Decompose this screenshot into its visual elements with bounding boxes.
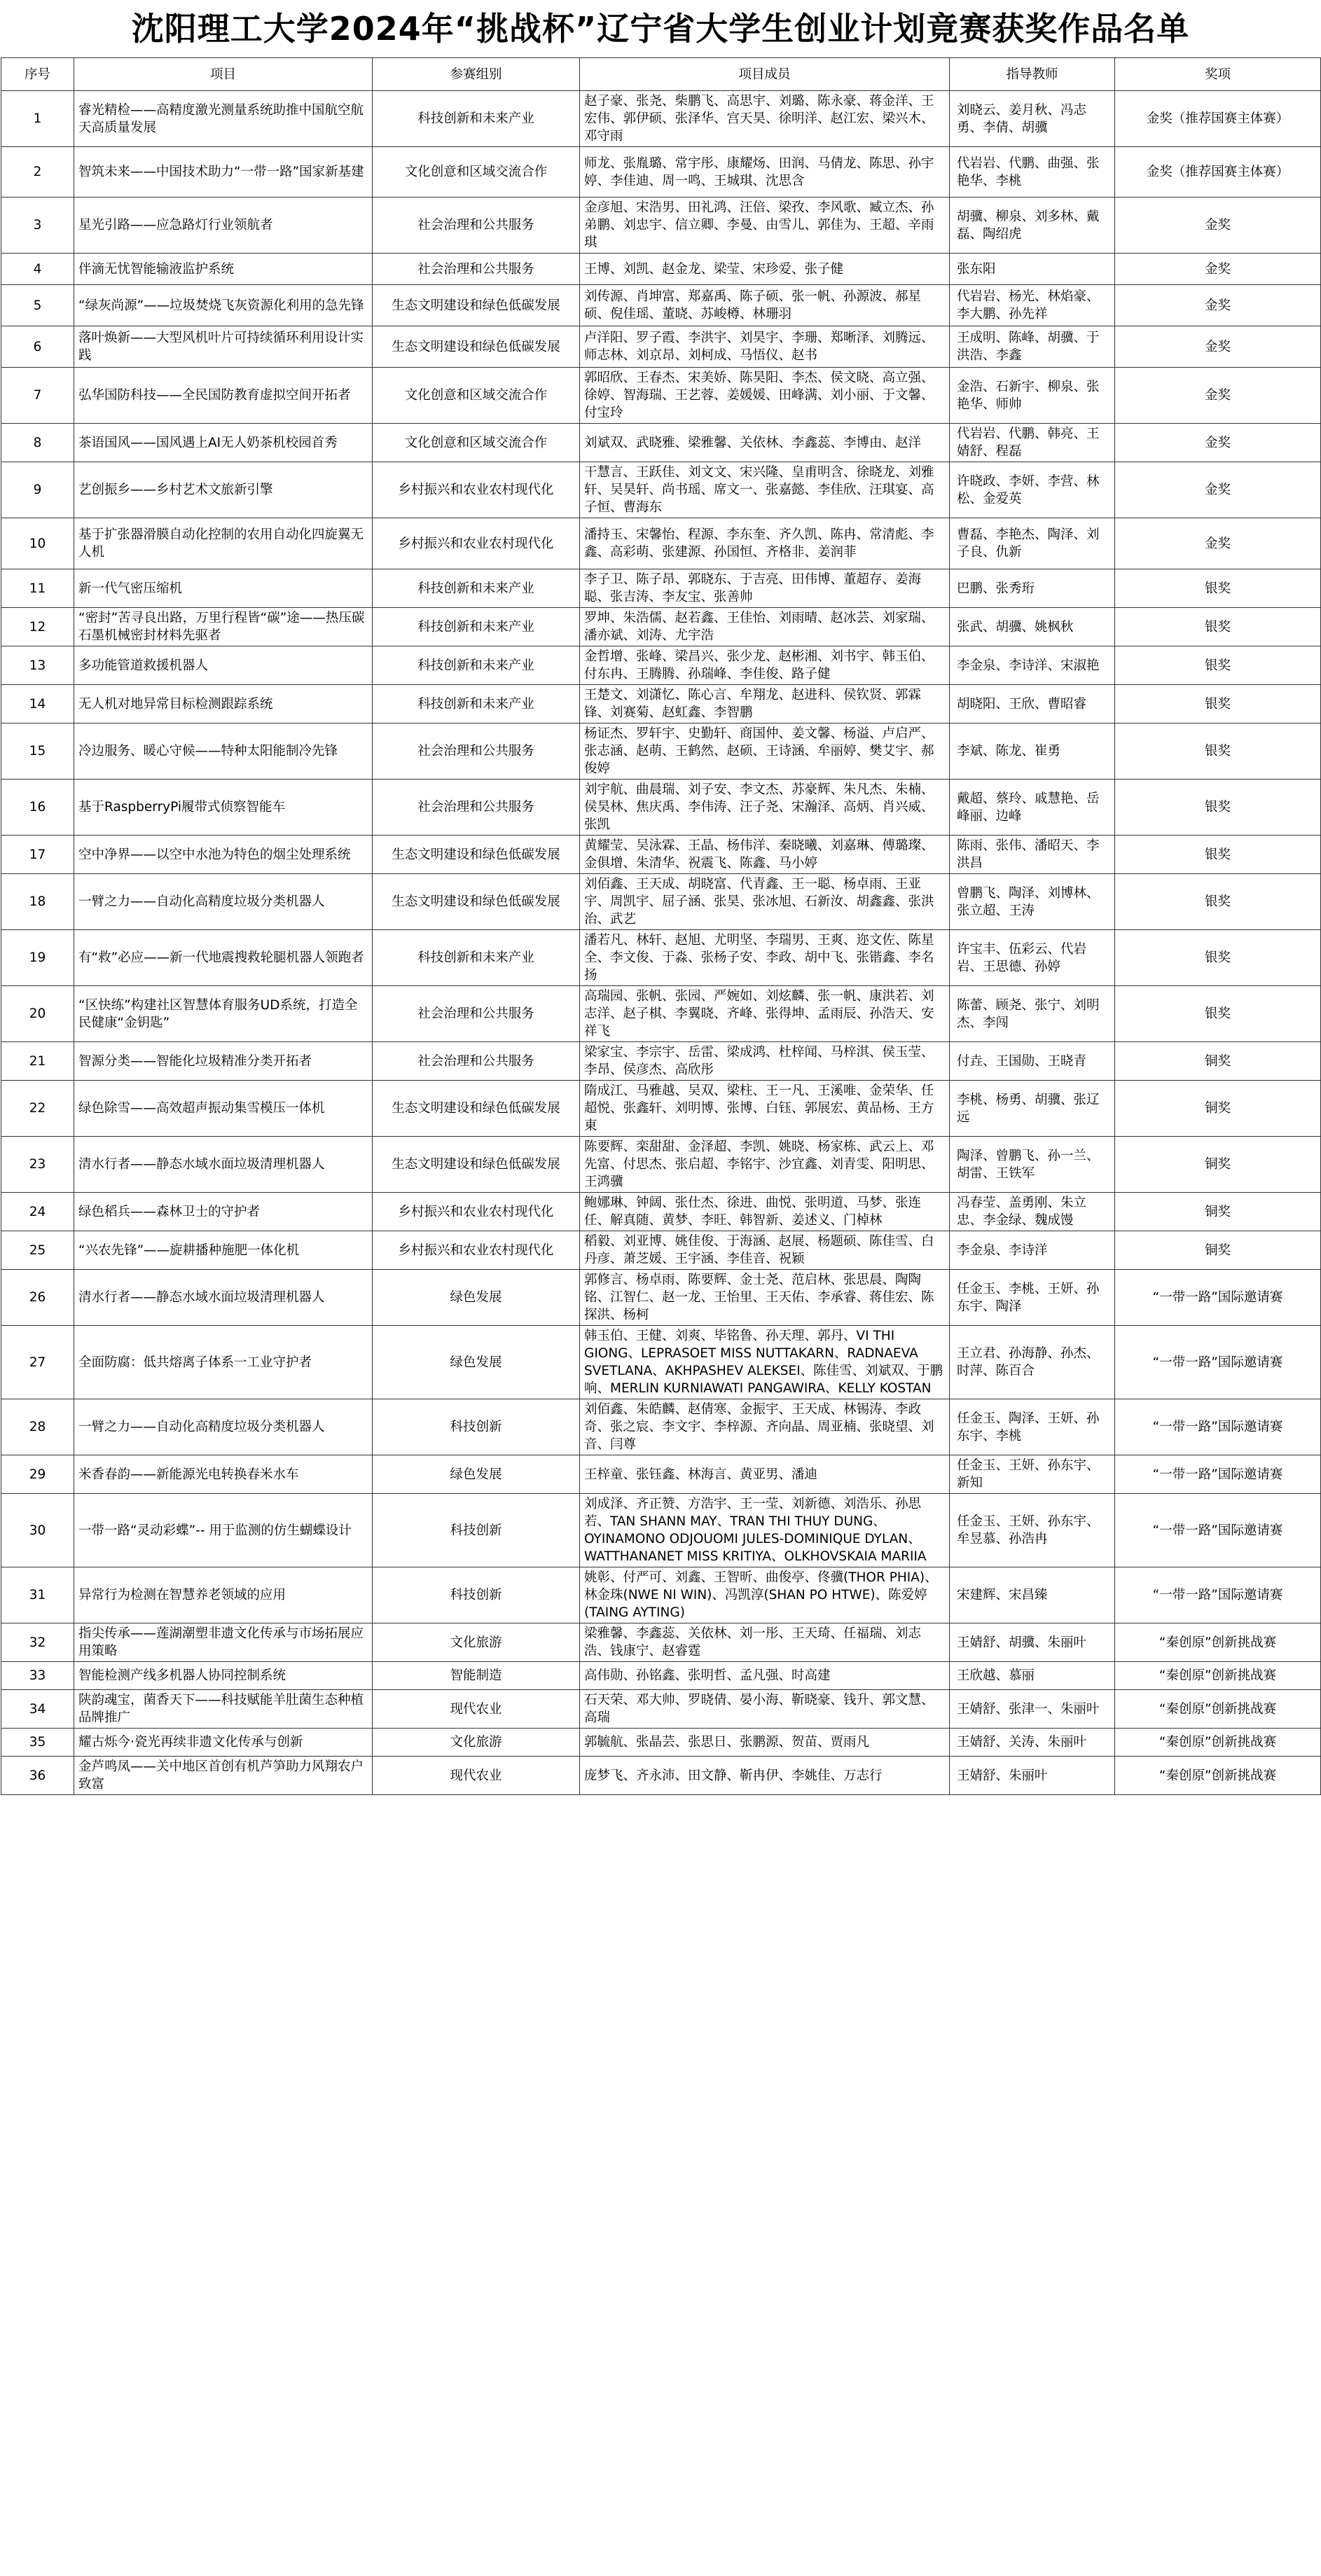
award: 银奖 (1115, 646, 1321, 685)
table-row (1, 254, 1321, 285)
project-members: 韩玉伯、王健、刘爽、毕铭鲁、孙天理、郭丹、VI THI GIONG、LEPRASOET MISS NUTTAKARN、RADNAEVA SVETLANA、AKHPASHEV ALEKSEI、陈佳雪、刘斌双、于鹏响、MERLIN KURNIAWATI PANGAWIRA、KELLY KOSTAN (580, 1326, 950, 1399)
project-name: “兴农先锋”——旋耕播种施肥一体化机 (74, 1231, 373, 1270)
table-header-row (1, 58, 1321, 91)
advisors: 代岩岩、杨光、林焰豪、李大鹏、孙先祥 (950, 285, 1115, 326)
advisors: 陶泽、曾鹏飞、孙一兰、胡雷、王铁军 (950, 1137, 1115, 1193)
table-row (1, 569, 1321, 608)
project-name: 基于扩张器滑膜自动化控制的农用自动化四旋翼无人机 (74, 518, 373, 569)
project-name: 智能检测产线多机器人协同控制系统 (74, 1662, 373, 1690)
table-row (1, 462, 1321, 518)
advisors: 付垚、王国勋、王晓青 (950, 1042, 1115, 1081)
award: “秦创原”创新挑战赛 (1115, 1662, 1321, 1690)
project-members: 赵子豪、张尧、柴鹏飞、高思宇、刘璐、陈永豪、蒋金洋、王宏伟、郭伊硕、张泽华、宫天昊、徐明洋、赵江宏、梁兴木、邓守雨 (580, 91, 950, 147)
competition-group: 乡村振兴和农业农村现代化 (373, 462, 580, 518)
table-row (1, 685, 1321, 723)
project-members: 干慧言、王跃佳、刘文文、宋兴隆、皇甫明含、徐晓龙、刘雅轩、吴昊轩、尚书瑶、席文一、张嘉懿、李佳欣、汪琪宴、高子恒、曹海东 (580, 462, 950, 518)
project-name: 一臂之力——自动化高精度垃圾分类机器人 (74, 1399, 373, 1455)
competition-group: 乡村振兴和农业农村现代化 (373, 1193, 580, 1231)
competition-group: 社会治理和公共服务 (373, 198, 580, 254)
project-members: 郭毓航、张晶芸、张思日、张鹏源、贺苗、贾雨凡 (580, 1729, 950, 1757)
competition-group: 社会治理和公共服务 (373, 1042, 580, 1081)
project-members: 稻毅、刘亚博、姚佳俊、于海涵、赵展、杨题硕、陈佳雪、白丹彦、萧芝媛、王宇涵、李佳音、祝颖 (580, 1231, 950, 1270)
row-index: 18 (1, 874, 74, 930)
project-members: 姚彰、付严可、刘鑫、王智昕、曲俊亭、佟骥(THOR PHIA)、林金珠(NWE NI WIN)、冯凯淳(SHAN PO HTWE)、陈爱婷(TAING AYTING) (580, 1567, 950, 1623)
header-project: 项目 (74, 58, 373, 91)
project-members: 金哲增、张峰、梁昌兴、张少龙、赵彬湘、刘书宇、韩玉伯、付东冉、王腾腾、孙瑞峰、李佳俊、路子健 (580, 646, 950, 685)
competition-group: 现代农业 (373, 1757, 580, 1795)
competition-group: 生态文明建设和绿色低碳发展 (373, 1137, 580, 1193)
advisors: 冯春莹、盖勇刚、朱立忠、李金绿、魏成馒 (950, 1193, 1115, 1231)
competition-group: 乡村振兴和农业农村现代化 (373, 518, 580, 569)
row-index: 1 (1, 91, 74, 147)
award: 金奖 (1115, 285, 1321, 326)
table-row (1, 1567, 1321, 1623)
competition-group: 生态文明建设和绿色低碳发展 (373, 874, 580, 930)
award: 铜奖 (1115, 1231, 1321, 1270)
project-members: 高伟勋、孙铭鑫、张明哲、孟凡强、时高建 (580, 1662, 950, 1690)
competition-group: 社会治理和公共服务 (373, 780, 580, 836)
row-index: 6 (1, 326, 74, 368)
project-name: 基于RaspberryPi履带式侦察智能车 (74, 780, 373, 836)
competition-group: 科技创新和未来产业 (373, 569, 580, 608)
project-name: 全面防腐：低共熔离子体系一工业守护者 (74, 1326, 373, 1399)
project-members: 潘若凡、林轩、赵旭、尤明坚、李瑞男、王爽、迩文佐、陈星全、李文俊、于淼、张杨子安、李政、胡中飞、张锴鑫、李名扬 (580, 930, 950, 986)
row-index: 10 (1, 518, 74, 569)
competition-group: 社会治理和公共服务 (373, 723, 580, 780)
row-index: 36 (1, 1757, 74, 1795)
table-row (1, 198, 1321, 254)
project-name: 一带一路“灵动彩蝶”-- 用于监测的仿生蝴蝶设计 (74, 1494, 373, 1567)
row-index: 27 (1, 1326, 74, 1399)
award: “秦创原”创新挑战赛 (1115, 1690, 1321, 1729)
table-row (1, 780, 1321, 836)
advisors: 刘晓云、姜月秋、冯志勇、李倩、胡骥 (950, 91, 1115, 147)
table-row (1, 874, 1321, 930)
row-index: 9 (1, 462, 74, 518)
award: 银奖 (1115, 874, 1321, 930)
competition-group: 现代农业 (373, 1690, 580, 1729)
award: 金奖 (1115, 326, 1321, 368)
award: 银奖 (1115, 780, 1321, 836)
competition-group: 生态文明建设和绿色低碳发展 (373, 1081, 580, 1137)
project-name: 睿光精检——高精度激光测量系统助推中国航空航天高质量发展 (74, 91, 373, 147)
awards-table (1, 57, 1321, 1795)
project-name: 智筑未来——中国技术助力“一带一路”国家新基建 (74, 147, 373, 198)
advisors: 李金泉、李诗洋 (950, 1231, 1115, 1270)
project-name: 陕韵魂宝，菌香天下——科技赋能羊肚菌生态种植品牌推广 (74, 1690, 373, 1729)
competition-group: 绿色发展 (373, 1326, 580, 1399)
row-index: 8 (1, 424, 74, 462)
award: 银奖 (1115, 986, 1321, 1042)
project-name: 绿色稻兵——森林卫士的守护者 (74, 1193, 373, 1231)
award: “一带一路”国际邀请赛 (1115, 1270, 1321, 1326)
award: 金奖（推荐国赛主体赛） (1115, 147, 1321, 198)
project-members: 王博、刘凯、赵金龙、梁莹、宋珍爱、张子健 (580, 254, 950, 285)
competition-group: 生态文明建设和绿色低碳发展 (373, 326, 580, 368)
project-members: 刘成泽、齐正赞、方浩宇、王一莹、刘新德、刘浩乐、孙思若、TAN SHANN MAY、TRAN THI THUY DUNG、OYINAMONO ODJOUOMI JULES-DOMINIQUE DYLAN、WATTHANANET MISS KRITIYA、OLKHOVSKAIA MARIIA (580, 1494, 950, 1567)
advisors: 曹磊、李艳杰、陶泽、刘子良、仇新 (950, 518, 1115, 569)
competition-group: 文化旅游 (373, 1623, 580, 1662)
award: “秦创原”创新挑战赛 (1115, 1729, 1321, 1757)
table-row (1, 91, 1321, 147)
award: 银奖 (1115, 569, 1321, 608)
project-members: 金彦旭、宋浩男、田礼鸿、汪倍、梁孜、李风歌、臧立杰、孙弟鹏、刘忠宇、信立卿、李曼、由雪儿、郭佳为、王超、辛雨琪 (580, 198, 950, 254)
row-index: 11 (1, 569, 74, 608)
project-name: 清水行者——静态水域水面垃圾清理机器人 (74, 1137, 373, 1193)
advisors: 李金泉、李诗洋、宋淑艳 (950, 646, 1115, 685)
project-name: 空中净界——以空中水池为特色的烟尘处理系统 (74, 836, 373, 874)
project-members: 郭昭欣、王春杰、宋美娇、陈昊阳、李杰、侯文晓、高立强、徐婷、智海瑞、王艺蓉、姜媛媛、田峰满、刘小丽、于文馨、付宝玲 (580, 368, 950, 424)
advisors: 巴鹏、张秀珩 (950, 569, 1115, 608)
project-members: 李子卫、陈子昂、郭晓东、于吉亮、田伟博、董超存、姜海聪、张吉涛、李友宝、张善帅 (580, 569, 950, 608)
advisors: 王立君、孙海静、孙杰、时萍、陈百合 (950, 1326, 1115, 1399)
row-index: 16 (1, 780, 74, 836)
advisors: 王婧舒、张津一、朱丽叶 (950, 1690, 1115, 1729)
advisors: 任金玉、陶泽、王妍、孙东宇、李桃 (950, 1399, 1115, 1455)
row-index: 32 (1, 1623, 74, 1662)
project-members: 王楚文、刘潇忆、陈心言、牟翔龙、赵进科、侯钦贤、郭霖锋、刘赛菊、赵虹鑫、李智鹏 (580, 685, 950, 723)
row-index: 15 (1, 723, 74, 780)
competition-group: 科技创新和未来产业 (373, 930, 580, 986)
table-row (1, 326, 1321, 368)
header-award: 奖项 (1115, 58, 1321, 91)
competition-group: 科技创新 (373, 1494, 580, 1567)
competition-group: 文化旅游 (373, 1729, 580, 1757)
competition-group: 生态文明建设和绿色低碳发展 (373, 836, 580, 874)
advisors: 王婧舒、关涛、朱丽叶 (950, 1729, 1115, 1757)
table-row (1, 1081, 1321, 1137)
table-row (1, 646, 1321, 685)
project-name: 智源分类——智能化垃圾精准分类开拓者 (74, 1042, 373, 1081)
competition-group: 科技创新和未来产业 (373, 608, 580, 646)
row-index: 19 (1, 930, 74, 986)
table-row (1, 1729, 1321, 1757)
competition-group: 社会治理和公共服务 (373, 986, 580, 1042)
project-members: 刘佰鑫、王天成、胡晓富、代青鑫、王一聪、杨卓雨、王亚宇、周凯宇、屈子涵、张昊、张冰旭、石新汝、胡鑫鑫、张洪治、武艺 (580, 874, 950, 930)
advisors: 陈雨、张伟、潘昭天、李洪昌 (950, 836, 1115, 874)
project-members: 潘持玉、宋馨怡、程源、李东奎、齐久凯、陈冉、常清彪、李鑫、高彩萌、张建源、孙国恒、齐格非、姜润菲 (580, 518, 950, 569)
project-name: 冷边服务、暖心守候——特种太阳能制冷先锋 (74, 723, 373, 780)
project-members: 隋成江、马雅越、吴双、梁柱、王一凡、王溪唯、金荣华、任超悦、张鑫轩、刘明博、张博、白钰、郭展宏、黄品杨、王方東 (580, 1081, 950, 1137)
project-members: 罗坤、朱浩儒、赵若鑫、王佳怡、刘雨晴、赵冰芸、刘家瑞、潘亦斌、刘涛、尤宇浩 (580, 608, 950, 646)
award: 金奖 (1115, 254, 1321, 285)
row-index: 24 (1, 1193, 74, 1231)
table-row (1, 930, 1321, 986)
table-row (1, 424, 1321, 462)
award: 铜奖 (1115, 1137, 1321, 1193)
project-name: 艺创振乡——乡村艺术文旅新引擎 (74, 462, 373, 518)
row-index: 12 (1, 608, 74, 646)
project-name: 伴滴无忧智能输液监护系统 (74, 254, 373, 285)
project-name: “区快练”构建社区智慧体育服务UD系统，打造全民健康“金钥匙” (74, 986, 373, 1042)
competition-group: 文化创意和区域交流合作 (373, 368, 580, 424)
row-index: 35 (1, 1729, 74, 1757)
advisors: 曾鹏飞、陶泽、刘博林、张立超、王涛 (950, 874, 1115, 930)
competition-group: 智能制造 (373, 1662, 580, 1690)
table-row (1, 1270, 1321, 1326)
row-index: 34 (1, 1690, 74, 1729)
row-index: 28 (1, 1399, 74, 1455)
advisors: 任金玉、李桃、王妍、孙东宇、陶泽 (950, 1270, 1115, 1326)
project-members: 杨证杰、罗轩宇、史勤轩、商国仲、姜文馨、杨溢、卢启严、张志涵、赵萌、王鹤然、赵硕、王诗涵、牟丽婷、樊艾宇、郝俊婷 (580, 723, 950, 780)
table-row (1, 1623, 1321, 1662)
table-row (1, 285, 1321, 326)
award: 铜奖 (1115, 1081, 1321, 1137)
row-index: 21 (1, 1042, 74, 1081)
project-name: 弘华国防科技——全民国防教育虚拟空间开拓者 (74, 368, 373, 424)
advisors: 任金玉、王妍、孙东宇、新知 (950, 1455, 1115, 1494)
award: 铜奖 (1115, 1042, 1321, 1081)
project-name: 耀古烁今·瓷光再续非遗文化传承与创新 (74, 1729, 373, 1757)
table-row (1, 147, 1321, 198)
competition-group: 文化创意和区域交流合作 (373, 147, 580, 198)
advisors: 王婧舒、胡骥、朱丽叶 (950, 1623, 1115, 1662)
project-name: 星光引路——应急路灯行业领航者 (74, 198, 373, 254)
project-members: 卢洋阳、罗子霞、李洪宇、刘昊宇、李珊、郑晰泽、刘腾远、师志林、刘京昂、刘柯成、马悟仪、赵书 (580, 326, 950, 368)
table-row (1, 518, 1321, 569)
row-index: 31 (1, 1567, 74, 1623)
table-row (1, 1137, 1321, 1193)
award: 金奖 (1115, 368, 1321, 424)
row-index: 14 (1, 685, 74, 723)
project-name: 落叶焕新——大型风机叶片可持续循环利用设计实践 (74, 326, 373, 368)
award: “一带一路”国际邀请赛 (1115, 1326, 1321, 1399)
project-name: 茶语国风——国风遇上AI无人奶茶机校园首秀 (74, 424, 373, 462)
header-teachers: 指导教师 (950, 58, 1115, 91)
advisors: 陈蕾、顾尧、张宁、刘明杰、李闯 (950, 986, 1115, 1042)
header-index: 序号 (1, 58, 74, 91)
competition-group: 社会治理和公共服务 (373, 254, 580, 285)
award: 银奖 (1115, 685, 1321, 723)
advisors: 金浩、石新宇、柳泉、张艳华、师帅 (950, 368, 1115, 424)
project-members: 刘佰鑫、朱皓麟、赵倩寒、金振宇、王天成、林锡涛、李政奇、张之宸、李文宇、李梓源、齐向晶、周亚楠、张晓望、刘音、闫尊 (580, 1399, 950, 1455)
project-members: 郭修言、杨卓雨、陈要辉、金士尧、范启林、张思晨、陶陶铭、江智仁、赵一龙、王怡里、王天佑、李承睿、蒋佳宏、陈探洪、杨柯 (580, 1270, 950, 1326)
competition-group: 科技创新和未来产业 (373, 646, 580, 685)
table-row (1, 986, 1321, 1042)
document-title: 沈阳理工大学2024年“挑战杯”辽宁省大学生创业计划竟赛获奖作品名单 (131, 10, 1190, 48)
competition-group: 绿色发展 (373, 1270, 580, 1326)
project-members: 陈要辉、栾甜甜、金泽超、李凯、姚晓、杨家栋、武云上、邓先富、付思杰、张启超、李铭宇、沙宜鑫、刘青雯、阳明思、王鸿骥 (580, 1137, 950, 1193)
row-index: 25 (1, 1231, 74, 1270)
project-name: 新一代气密压缩机 (74, 569, 373, 608)
table-row (1, 368, 1321, 424)
row-index: 20 (1, 986, 74, 1042)
competition-group: 科技创新和未来产业 (373, 91, 580, 147)
header-members: 项目成员 (580, 58, 950, 91)
competition-group: 文化创意和区域交流合作 (373, 424, 580, 462)
table-row (1, 1399, 1321, 1455)
advisors: 许宝丰、伍彩云、代岩岩、王思德、孙婷 (950, 930, 1115, 986)
project-members: 梁家宝、李宗宇、岳雷、梁成鸿、杜梓闻、马梓淇、侯玉莹、李昂、侯彦杰、高欣彤 (580, 1042, 950, 1081)
advisors: 李斌、陈龙、崔勇 (950, 723, 1115, 780)
award: 银奖 (1115, 608, 1321, 646)
award: 金奖（推荐国赛主体赛） (1115, 91, 1321, 147)
advisors: 许晓政、李妍、李营、林松、金爱英 (950, 462, 1115, 518)
award: 银奖 (1115, 930, 1321, 986)
advisors: 代岩岩、代鹏、韩亮、王婧舒、程磊 (950, 424, 1115, 462)
project-members: 刘斌双、武晓雅、梁雅馨、关依林、李鑫蕊、李博由、赵洋 (580, 424, 950, 462)
project-name: 无人机对地异常目标检测跟踪系统 (74, 685, 373, 723)
award: 铜奖 (1115, 1193, 1321, 1231)
project-name: 清水行者——静态水域水面垃圾清理机器人 (74, 1270, 373, 1326)
competition-group: 科技创新和未来产业 (373, 685, 580, 723)
project-name: “密封”苦寻良出路，万里行程皆“碳”途——热压碳石墨机械密封材料先驱者 (74, 608, 373, 646)
row-index: 17 (1, 836, 74, 874)
table-row (1, 608, 1321, 646)
project-name: 多功能管道救援机器人 (74, 646, 373, 685)
award: “一带一路”国际邀请赛 (1115, 1494, 1321, 1567)
advisors: 王婧舒、朱丽叶 (950, 1757, 1115, 1795)
project-members: 石天荣、邓大帅、罗晓倩、晏小海、靳晓豪、钱升、郭文慧、高瑞 (580, 1690, 950, 1729)
award: 金奖 (1115, 462, 1321, 518)
table-row (1, 1690, 1321, 1729)
project-members: 庞梦飞、齐永沛、田文静、靳冉伊、李姚佳、万志行 (580, 1757, 950, 1795)
row-index: 29 (1, 1455, 74, 1494)
award: “一带一路”国际邀请赛 (1115, 1399, 1321, 1455)
advisors: 王成明、陈峰、胡骥、于洪浩、李鑫 (950, 326, 1115, 368)
project-members: 高瑞园、张帆、张园、严婉如、刘炫麟、张一帆、康洪若、刘志洋、赵子棋、李翼晓、齐峰、张得坤、孟雨辰、孙浩天、安祥飞 (580, 986, 950, 1042)
table-row (1, 1193, 1321, 1231)
row-index: 33 (1, 1662, 74, 1690)
table-row (1, 836, 1321, 874)
table-row (1, 1757, 1321, 1795)
advisors: 王欣越、慕丽 (950, 1662, 1115, 1690)
project-name: 指尖传承——莲湖潮塑非遗文化传承与市场拓展应用策略 (74, 1623, 373, 1662)
table-row (1, 1455, 1321, 1494)
award: “一带一路”国际邀请赛 (1115, 1567, 1321, 1623)
competition-group: 乡村振兴和农业农村现代化 (373, 1231, 580, 1270)
advisors: 张东阳 (950, 254, 1115, 285)
project-members: 刘宇航、曲晨瑞、刘子安、李文杰、苏豪辉、朱凡杰、朱楠、侯昊林、焦庆禹、李伟涛、汪子尧、宋瀚泽、高炳、肖兴威、张凯 (580, 780, 950, 836)
award: 银奖 (1115, 836, 1321, 874)
project-members: 刘传源、肖坤富、郑嘉禹、陈子硕、张一帆、孙源波、郝星硕、倪佳瑶、董晓、苏峻樽、林珊羽 (580, 285, 950, 326)
competition-group: 科技创新 (373, 1567, 580, 1623)
project-name: 有“救”必应——新一代地震搜救轮腿机器人领跑者 (74, 930, 373, 986)
award: “秦创原”创新挑战赛 (1115, 1623, 1321, 1662)
row-index: 30 (1, 1494, 74, 1567)
advisors: 任金玉、王妍、孙东宇、牟昱慕、孙浩冉 (950, 1494, 1115, 1567)
row-index: 13 (1, 646, 74, 685)
header-group: 参赛组别 (373, 58, 580, 91)
row-index: 2 (1, 147, 74, 198)
table-row (1, 1326, 1321, 1399)
award: 银奖 (1115, 723, 1321, 780)
award: 金奖 (1115, 424, 1321, 462)
project-name: 米香春韵——新能源光电转换春米水车 (74, 1455, 373, 1494)
award: “秦创原”创新挑战赛 (1115, 1757, 1321, 1795)
advisors: 代岩岩、代鹏、曲强、张艳华、李桃 (950, 147, 1115, 198)
competition-group: 科技创新 (373, 1399, 580, 1455)
row-index: 5 (1, 285, 74, 326)
advisors: 戴超、蔡玲、戚慧艳、岳峰丽、边峰 (950, 780, 1115, 836)
advisors: 张武、胡骥、姚枫秋 (950, 608, 1115, 646)
competition-group: 生态文明建设和绿色低碳发展 (373, 285, 580, 326)
project-name: 一臂之力——自动化高精度垃圾分类机器人 (74, 874, 373, 930)
row-index: 22 (1, 1081, 74, 1137)
competition-group: 绿色发展 (373, 1455, 580, 1494)
row-index: 26 (1, 1270, 74, 1326)
award: “一带一路”国际邀请赛 (1115, 1455, 1321, 1494)
project-name: 金芦鸣凤——关中地区首创有机芦笋助力风翔农户致富 (74, 1757, 373, 1795)
row-index: 7 (1, 368, 74, 424)
project-members: 师龙、张胤璐、常宇彤、康耀炀、田润、马倩龙、陈思、孙宇婷、李佳迪、周一鸣、王城琪、沈思含 (580, 147, 950, 198)
row-index: 4 (1, 254, 74, 285)
project-members: 王梓童、张钰鑫、林海言、黄亚男、潘迪 (580, 1455, 950, 1494)
project-name: 异常行为检测在智慧养老领域的应用 (74, 1567, 373, 1623)
table-row (1, 1494, 1321, 1567)
project-members: 黄耀莹、吴泳霖、王晶、杨伟洋、秦晓曦、刘嘉琳、傅璐璨、金俱增、朱清华、祝震飞、陈鑫、马小婷 (580, 836, 950, 874)
advisors: 胡骥、柳泉、刘多林、戴磊、陶绍虎 (950, 198, 1115, 254)
table-row (1, 723, 1321, 780)
row-index: 3 (1, 198, 74, 254)
project-members: 梁雅馨、李鑫蕊、关依林、刘一彤、王天琦、任福瑞、刘志浩、钱康宁、赵睿霆 (580, 1623, 950, 1662)
award: 金奖 (1115, 198, 1321, 254)
advisors: 李桃、杨勇、胡骥、张辽远 (950, 1081, 1115, 1137)
project-members: 鲍娜琳、钟阔、张仕杰、徐进、曲悦、张明道、马梦、张连任、解真随、黄梦、李旺、韩智新、姜述义、门棹林 (580, 1193, 950, 1231)
row-index: 23 (1, 1137, 74, 1193)
table-body (1, 91, 1321, 1795)
award: 金奖 (1115, 518, 1321, 569)
table-row (1, 1231, 1321, 1270)
table-row (1, 1042, 1321, 1081)
advisors: 宋建辉、宋昌臻 (950, 1567, 1115, 1623)
project-name: 绿色除雪——高效超声振动集雪模压一体机 (74, 1081, 373, 1137)
advisors: 胡晓阳、王欣、曹昭睿 (950, 685, 1115, 723)
table-row (1, 1662, 1321, 1690)
project-name: “绿灰尚源”——垃圾焚烧飞灰资源化利用的急先锋 (74, 285, 373, 326)
